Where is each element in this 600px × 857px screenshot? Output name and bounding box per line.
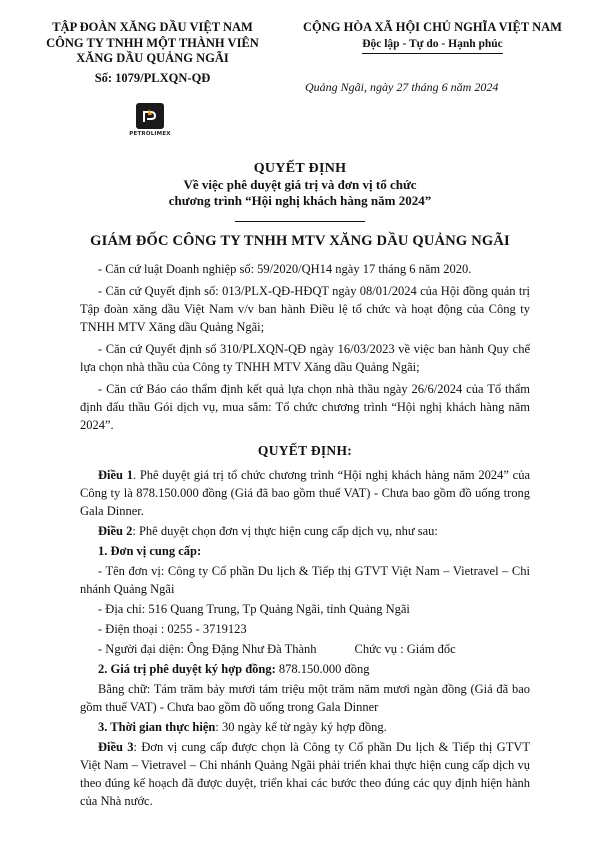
decision-title: QUYẾT ĐỊNH: [253, 161, 347, 176]
article-2: [80, 522, 530, 540]
company-logo: [128, 103, 172, 137]
basis-2: - Căn cứ Quyết định số: 013/PLX-QĐ-HĐQT ngày 08/01/2024 của Hội đồng quản trị Tập đoàn xăng dầu Việt Nam v/v ban hành Điều lệ tổ chức và hoạt động của Công ty TNHH MTV Xăng dầu Quảng Ngãi;: [80, 284, 530, 334]
article-2-section-3-heading: 3. Thời gian thực hiện: [98, 720, 216, 734]
decision-title-block: [0, 161, 600, 227]
basis-1: - Căn cứ luật Doanh nghiệp số: 59/2020/QH14 ngày 17 tháng 6 năm 2020.: [98, 262, 472, 276]
article-1: [80, 466, 530, 520]
decision-subtitle-2: chương trình “Hội nghị khách hàng năm 2024”: [168, 193, 432, 208]
article-2-section-2-heading: 2. Giá trị phê duyệt ký hợp đồng:: [98, 662, 276, 676]
representative-name: - Người đại diện: Ông Đặng Như Đà Thành: [98, 642, 317, 656]
contract-value: 878.150.000 đồng: [275, 662, 370, 676]
article-2-section-3: [80, 718, 530, 736]
issuer-line-1: TẬP ĐOÀN XĂNG DẦU VIỆT NAM: [52, 20, 253, 34]
title-underline: [235, 221, 365, 222]
representative-position: Chức vụ : Giám đốc: [354, 642, 456, 656]
article-3-text: : Đơn vị cung cấp được chọn là Công ty Cổ phần Du lịch & Tiếp thị GTVT Việt Nam – Vietravel – Chi nhánh Quảng Ngãi phải triển khai thực hiện cung cấp dịch vụ theo đúng kế hoạch đã được duyệt, triển khai các bước theo đúng các quy định hiện hành của Nhà nước.: [80, 740, 530, 808]
provider-address: - Địa chỉ: 516 Quang Trung, Tp Quảng Ngãi, tỉnh Quảng Ngãi: [98, 602, 410, 616]
article-3-label: Điều 3: [98, 740, 134, 754]
place-date: Quảng Ngãi, ngày 27 tháng 6 năm 2024: [305, 80, 499, 94]
article-1-text: . Phê duyệt giá trị tổ chức chương trình “Hội nghị khách hàng năm 2024” của Công ty là 878.150.000 đồng (Giá đã bao gồm thuế VAT) - Chưa bao gồm đồ uống trong Gala Dinner.: [80, 468, 530, 518]
document-body: [80, 260, 530, 812]
issuer-line-3: XĂNG DẦU QUẢNG NGÃI: [76, 51, 229, 65]
article-2-section-2: [80, 660, 530, 678]
issuer-header: [30, 20, 275, 86]
provider-phone: - Điện thoại : 0255 - 3719123: [98, 622, 247, 636]
article-2-section-1-heading: 1. Đơn vị cung cấp:: [98, 544, 202, 558]
petrolimex-logo-icon: [136, 103, 164, 129]
provider-representative: [80, 640, 530, 658]
national-title: CỘNG HÒA XÃ HỘI CHỦ NGHĨA VIỆT NAM: [303, 20, 562, 34]
document-number: Số: 1079/PLXQN-QĐ: [94, 70, 211, 85]
basis-4: - Căn cứ Báo cáo thẩm định kết quả lựa chọn nhà thầu ngày 26/6/2024 của Tổ thẩm định đấu thầu Gói dịch vụ, mua sắm: Tổ chức chương trình “Hội nghị khách hàng năm 2024”.: [80, 382, 530, 432]
issuer-line-2: CÔNG TY TNHH MỘT THÀNH VIÊN: [46, 35, 259, 50]
national-header: [285, 20, 580, 54]
provider-name: - Tên đơn vị: Công ty Cổ phần Du lịch & Tiếp thị GTVT Việt Nam – Vietravel – Chi nhánh Quảng Ngãi: [80, 564, 530, 596]
basis-3: - Căn cứ Quyết định số 310/PLXQN-QĐ ngày 16/03/2023 về việc ban hành Quy chế lựa chọn nhà thầu của Công ty TNHH MTV Xăng dầu Quảng Ngãi;: [80, 342, 530, 374]
decision-heading: QUYẾT ĐỊNH:: [257, 443, 353, 458]
article-2-text: : Phê duyệt chọn đơn vị thực hiện cung cấp dịch vụ, như sau:: [132, 524, 438, 538]
national-motto: Độc lập - Tự do - Hạnh phúc: [362, 37, 503, 55]
logo-text: PETROLIMEX: [129, 131, 171, 137]
director-heading: GIÁM ĐỐC CÔNG TY TNHH MTV XĂNG DẦU QUẢNG NGÃI: [90, 233, 510, 249]
article-1-label: Điều 1: [98, 468, 133, 482]
execution-time: : 30 ngày kể từ ngày ký hợp đồng.: [215, 720, 387, 734]
article-3: [80, 738, 530, 810]
article-2-label: Điều 2: [98, 524, 133, 538]
contract-value-in-words: Bằng chữ: Tám trăm bảy mươi tám triệu một trăm năm mươi ngàn đồng (Giá đã bao gồm thuế VAT) - Chưa bao gồm đồ uống trong Gala Dinner: [80, 682, 530, 714]
decision-subtitle-1: Về việc phê duyệt giá trị và đơn vị tổ chức: [183, 177, 417, 192]
